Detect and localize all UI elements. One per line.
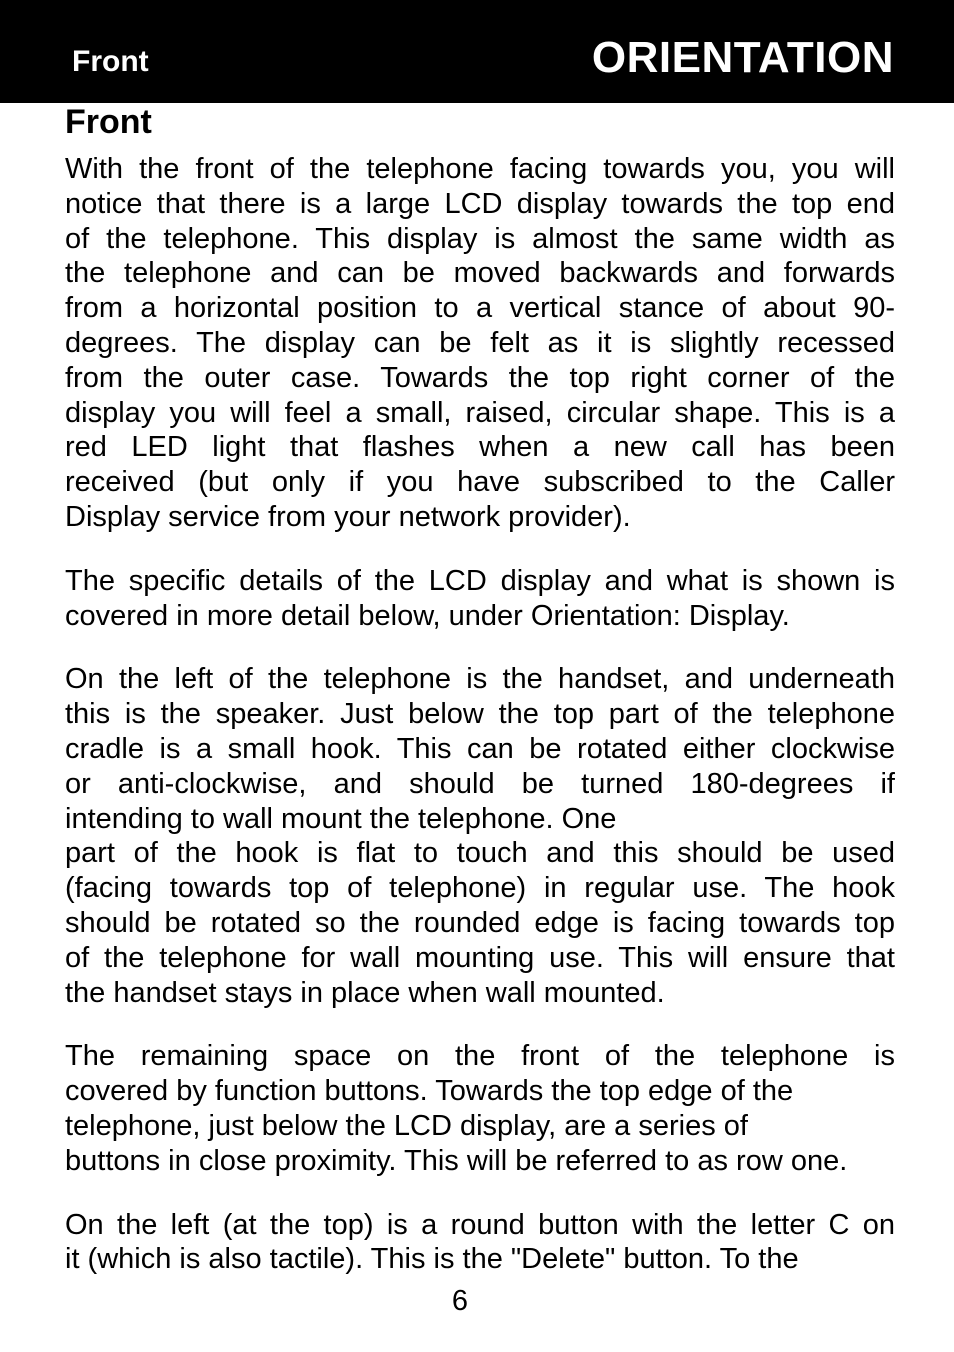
text-line: this is the speaker. Just below the top part of the telephone xyxy=(65,698,895,731)
text-line: of the telephone. This display is almost the same width as xyxy=(65,222,895,255)
text-line: received (but only if you have subscribed to the Caller xyxy=(65,466,895,499)
paragraph-lcd-display xyxy=(65,152,895,535)
text-line: covered in more detail below, under Orientation: Display. xyxy=(65,599,790,632)
text-line: part of the hook is flat to touch and this should be used xyxy=(65,837,895,870)
text-line: should be rotated so the rounded edge is facing towards top xyxy=(65,906,895,939)
text-line: red LED light that flashes when a new call has been xyxy=(65,431,895,464)
text-line: With the front of the telephone facing towards you, you will xyxy=(65,153,895,185)
text-line: cradle is a small hook. This can be rotated either clockwise xyxy=(65,732,895,765)
text-line: telephone, just below the LCD display, are a series of xyxy=(65,1109,748,1142)
text-line: of the telephone for wall mounting use. This will ensure that xyxy=(65,941,895,974)
text-line: buttons in close proximity. This will be referred to as row one. xyxy=(65,1144,848,1177)
section-title: Front xyxy=(65,103,152,141)
text-line: the telephone and can be moved backwards and forwards xyxy=(65,257,895,290)
text-line: covered by function buttons. Towards the top edge of the xyxy=(65,1075,794,1108)
header-band xyxy=(0,0,954,103)
header-section-label: Front xyxy=(72,45,149,78)
text-line: On the left of the telephone is the handset, and underneath xyxy=(65,663,895,696)
text-line: intending to wall mount the telephone. One xyxy=(65,802,617,835)
header-chapter-title: ORIENTATION xyxy=(591,33,894,82)
text-line: (facing towards top of telephone) in regular use. The hook xyxy=(65,872,895,905)
paragraph-handset-hook xyxy=(65,662,895,1010)
text-line: Display service from your network provider). xyxy=(65,500,631,533)
text-line: or anti-clockwise, and should be turned 180-degrees if xyxy=(65,767,895,800)
text-line: degrees. The display can be felt as it is slightly recessed xyxy=(65,326,895,359)
text-line: the handset stays in place when wall mounted. xyxy=(65,976,665,1009)
text-line: it (which is also tactile). This is the "Delete" button. To the xyxy=(65,1243,799,1276)
text-line: from the outer case. Towards the top right corner of the xyxy=(65,361,895,394)
text-line: On the left (at the top) is a round button with the letter C on xyxy=(65,1208,895,1241)
text-line: notice that there is a large LCD display towards the top end xyxy=(65,187,895,220)
text-line: The specific details of the LCD display and what is shown is xyxy=(65,564,895,597)
paragraph-delete-button xyxy=(65,1208,895,1278)
text-line: The remaining space on the front of the telephone is xyxy=(65,1040,895,1073)
body-text xyxy=(65,152,895,1306)
paragraph-display-details xyxy=(65,564,895,634)
paragraph-function-buttons xyxy=(65,1039,895,1178)
text-line: from a horizontal position to a vertical stance of about 90- xyxy=(65,292,895,325)
text-line: display you will feel a small, raised, circular shape. This is a xyxy=(65,396,895,429)
page-number: 6 xyxy=(451,1285,469,1317)
